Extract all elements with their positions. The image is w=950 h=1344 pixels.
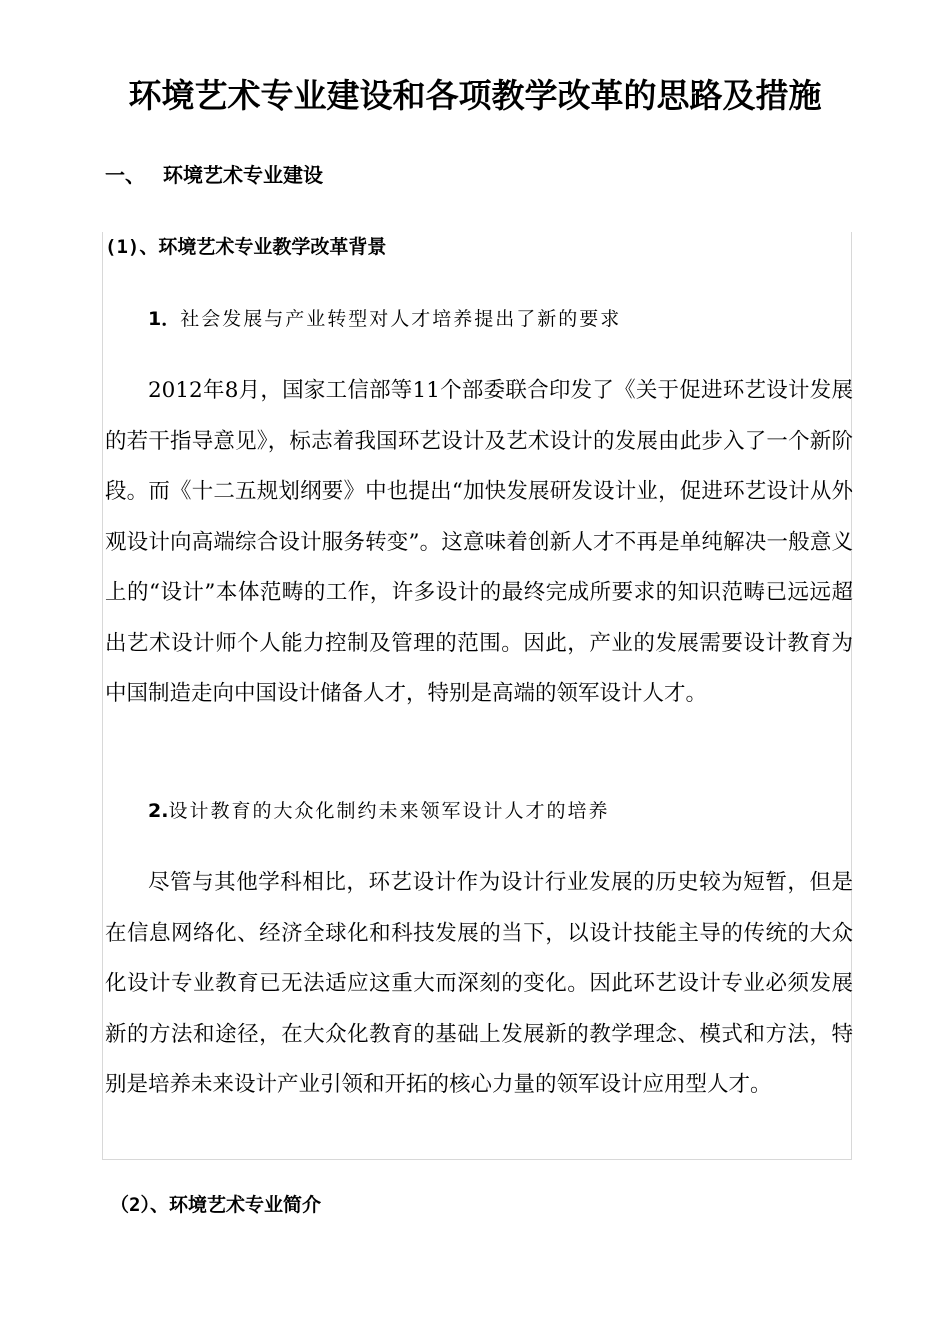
point-number-2: 2. xyxy=(148,800,169,822)
paragraph-1: 2012年8月，国家工信部等11个部委联合印发了《关于促进环艺设计发展的若干指导意见》，标志着我国环艺设计及艺术设计的发展由此步入了一个新阶段。而《十二五规划纲要》中也提出“加快发展研发设计业，促进环艺设计从外观设计向高端综合设计服务转变”。这意味着创新人才不再是单纯解决一般意义上的“设计”本体范畴的工作，许多设计的最终完成所要求的知识范畴已远远超出艺术设计师个人能力控制及管理的范围。因此，产业的发展需要设计教育为中国制造走向中国设计储备人才，特别是高端的领军设计人才。 xyxy=(105,378,853,706)
section-number: 一、 xyxy=(105,163,145,187)
section-heading xyxy=(105,158,323,192)
section-label: 环境艺术专业建设 xyxy=(163,163,323,187)
subsection-heading-background: (1)、环境艺术专业教学改革背景 xyxy=(105,236,387,258)
point-text-2: 设计教育的大众化制约未来领军设计人才的培养 xyxy=(168,800,610,822)
point-number-1: 1． xyxy=(148,308,181,330)
point-heading-2 xyxy=(148,796,609,826)
subsection-heading-intro: （2）、环境艺术专业简介 xyxy=(110,1194,321,1216)
point-text-1: 社会发展与产业转型对人才培养提出了新的要求 xyxy=(180,308,622,330)
paragraph-2: 尽管与其他学科相比，环艺设计作为设计行业发展的历史较为短暂，但是在信息网络化、经济全球化和科技发展的当下，以设计技能主导的传统的大众化设计专业教育已无法适应这重大而深刻的变化。因此环艺设计专业必须发展新的方法和途径，在大众化教育的基础上发展新的教学理念、模式和方法，特别是培养未来设计产业引领和开拓的核心力量的领军设计应用型人才。 xyxy=(105,870,853,1097)
document-title: 环境艺术专业建设和各项教学改革的思路及措施 xyxy=(128,76,822,115)
point-heading-1 xyxy=(148,304,621,334)
